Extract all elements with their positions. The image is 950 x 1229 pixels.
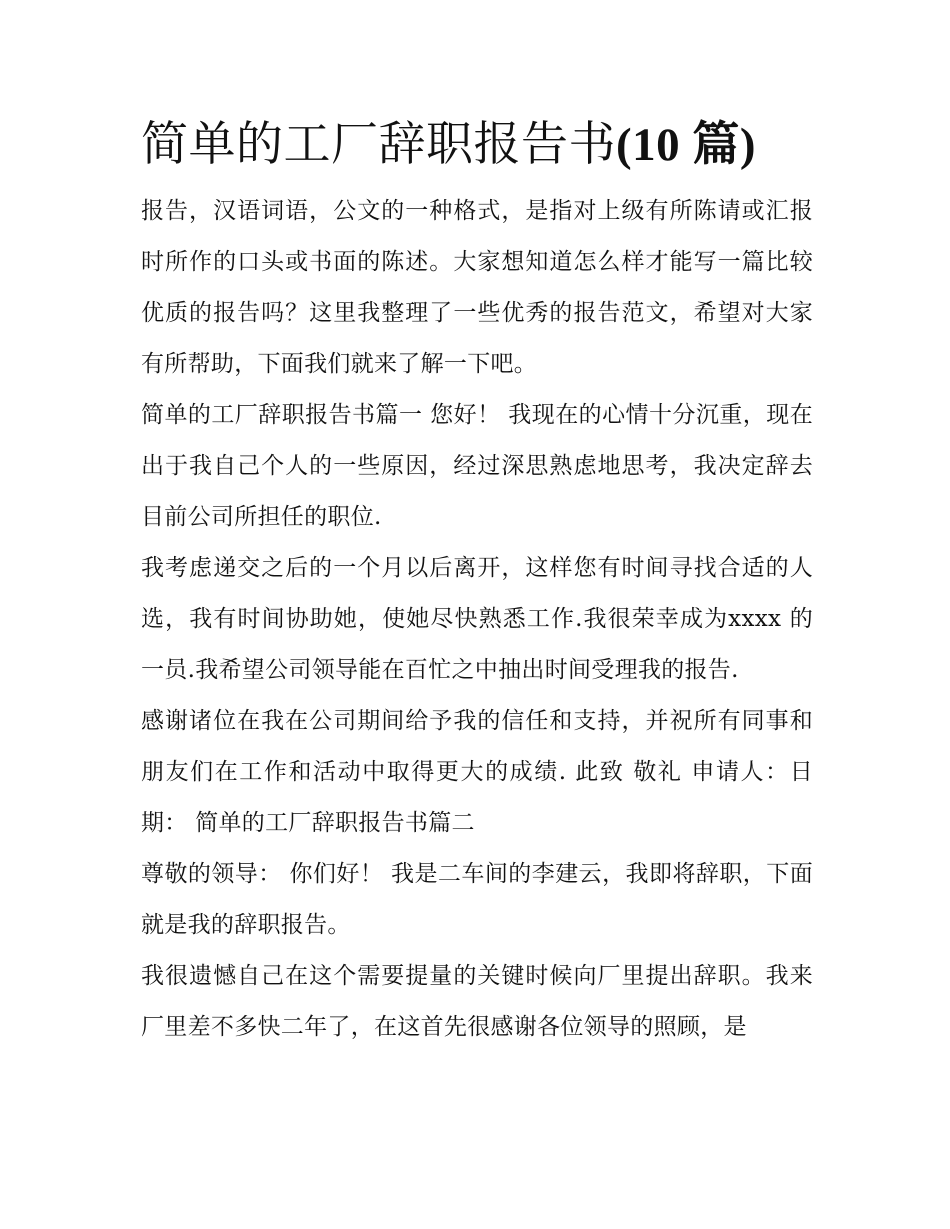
title-suffix: (10 篇) [616, 119, 757, 171]
document-body [141, 186, 813, 1053]
document-title [141, 112, 813, 178]
paragraph-letter-two-body: 我很遗憾自己在这个需要提量的关键时候向厂里提出辞职。我来厂里差不多快二年了，在这首先很感谢各位领导的照顾，是 [141, 963, 813, 1040]
paragraph-letter-one-opening: 简单的工厂辞职报告书篇一 您好！ 我现在的心情十分沉重，现在出于我自己个人的一些原因，经过深思熟虑地思考，我决定辞去目前公司所担任的职位. [141, 402, 813, 530]
paragraph-letter-one-handover: 我考虑递交之后的一个月以后离开，这样您有时间寻找合适的人选，我有时间协助她，使她尽快熟悉工作.我很荣幸成为xxxx 的一员.我希望公司领导能在百忙之中抽出时间受理我的报告. [141, 555, 813, 683]
paragraph-intro: 报告，汉语词语，公文的一种格式，是指对上级有所陈请或汇报时所作的口头或书面的陈述。大家想知道怎么样才能写一篇比较优质的报告吗？这里我整理了一些优秀的报告范文，希望对大家有所帮助，下面我们就来了解一下吧。 [141, 198, 813, 377]
paragraph-letter-two-greeting: 尊敬的领导： 你们好！ 我是二车间的李建云，我即将辞职，下面就是我的辞职报告。 [141, 861, 813, 938]
title-main: 简单的工厂辞职报告书 [141, 117, 616, 172]
document-page [141, 112, 813, 1053]
paragraph-letter-one-closing: 感谢诸位在我在公司期间给予我的信任和支持，并祝所有同事和朋友们在工作和活动中取得更大的成绩. 此致 敬礼 申请人：日期： 简单的工厂辞职报告书篇二 [141, 708, 813, 836]
